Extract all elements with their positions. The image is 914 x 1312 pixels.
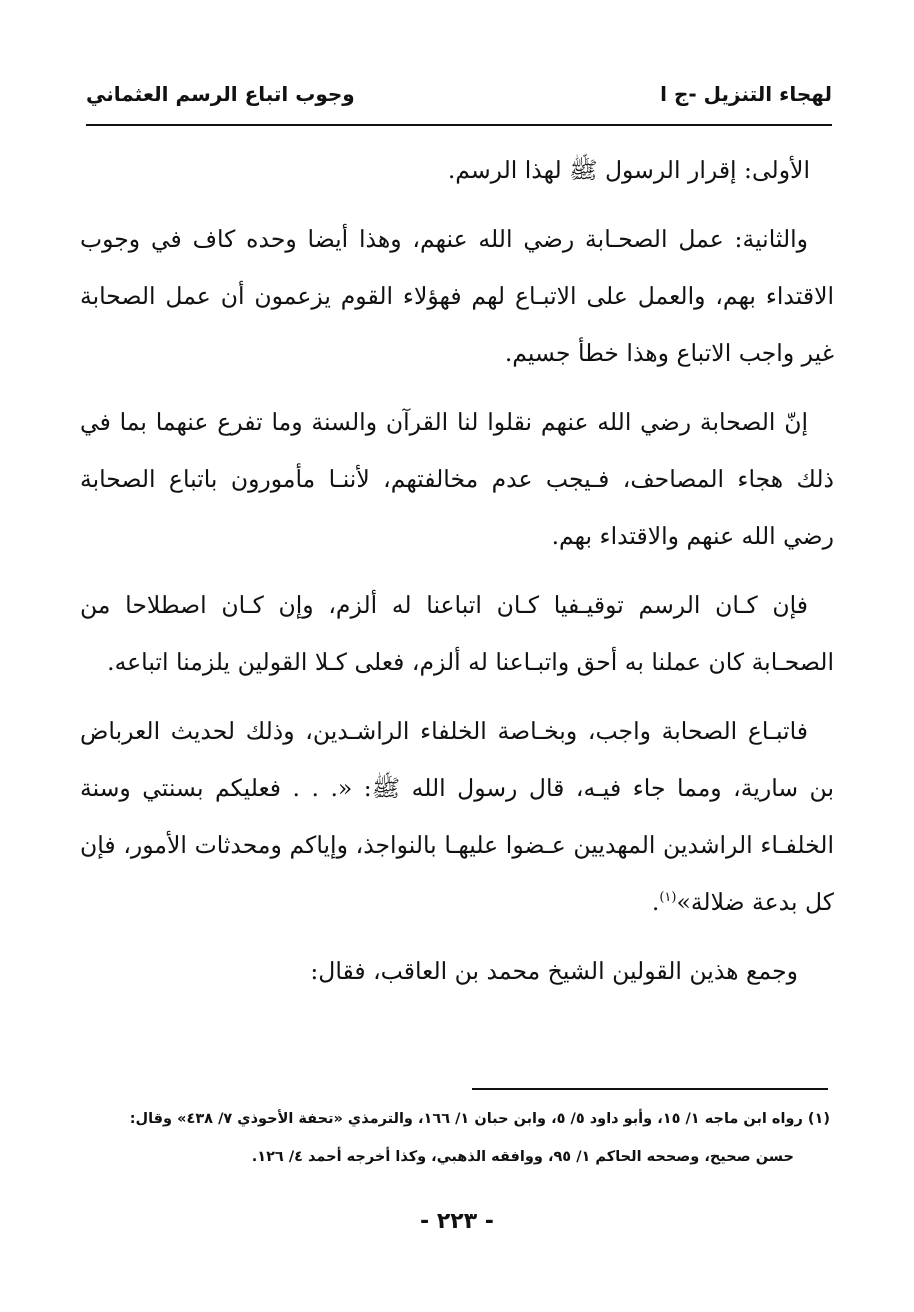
paragraph-fourth: فإن كـان الرسم توقيـفيا كـان اتباعنا له ألزم، وإن كـان اصطلاحا من الصحـابة كان عملنا به أحق واتبـاعنا له ألزم، فعلى كـلا القولين يلزمنا اتباعه. [80, 591, 834, 676]
page-number: - ٢٢٣ - [420, 1209, 494, 1234]
header-chapter-title: وجوب اتباع الرسم العثماني [86, 82, 355, 106]
hadith-end: . [651, 888, 660, 916]
header-divider [86, 124, 832, 126]
footnote-line-2: حسن صحيح، وصححه الحاكم ١/ ٩٥، ووافقه الذهبي، وكذا أخرجه أحمد ٤/ ١٢٦. [251, 1149, 794, 1165]
header-book-title: لهجاء التنزيل -ج ا [660, 82, 832, 106]
footnote-marker: (١) [659, 890, 677, 906]
paragraph-third: إنّ الصحابة رضي الله عنهم نقلوا لنا القرآن والسنة وما تفرع عنهما بما في ذلك هجاء المصاحف، فـيجب عدم مخالفتهم، لأننـا مأمورون باتباع الصحابة رضي الله عنهم والاقتداء بهم. [80, 408, 834, 550]
running-header [86, 78, 832, 118]
paragraph-first: الأولى: إقرار الرسول ﷺ لهذا الرسم. [447, 156, 810, 184]
main-text [80, 142, 834, 1012]
paragraph-fifth [80, 703, 834, 931]
paragraph-second: والثانية: عمل الصحـابة رضي الله عنهم، وهذا أيضا وحده كاف في وجوب الاقتداء بهم، والعمل على الاتبـاع لهم فهؤلاء القوم يزعمون أن عمل الصحابة غير واجب الاتباع وهذا خطأ جسيم. [80, 225, 834, 367]
footnote-divider [472, 1088, 828, 1090]
paragraph-sixth: وجمع هذين القولين الشيخ محمد بن العاقب، فقال: [310, 957, 798, 985]
hadith-text: فاتبـاع الصحابة واجب، وبخـاصة الخلفاء الراشـدين، وذلك لحديث العرباض بن سارية، ومما جاء فيـه، قال رسول الله ﷺ: «. . . فعليكم بسنتي وسنة الخلفـاء الراشدين المهديين عـضوا عليهـا بالنواجذ، وإياكم ومحدثات الأمور، فإن كل بدعة ضلالة» [80, 717, 834, 916]
footnote-line-1: (١) رواه ابن ماجه ١/ ١٥، وأبو داود ٥/ ٥، وابن حبان ١/ ١٦٦، والترمذي «تحفة الأحوذي ٧/ ٤٣٨» وقال: [129, 1111, 830, 1127]
footnotes [86, 1100, 830, 1176]
